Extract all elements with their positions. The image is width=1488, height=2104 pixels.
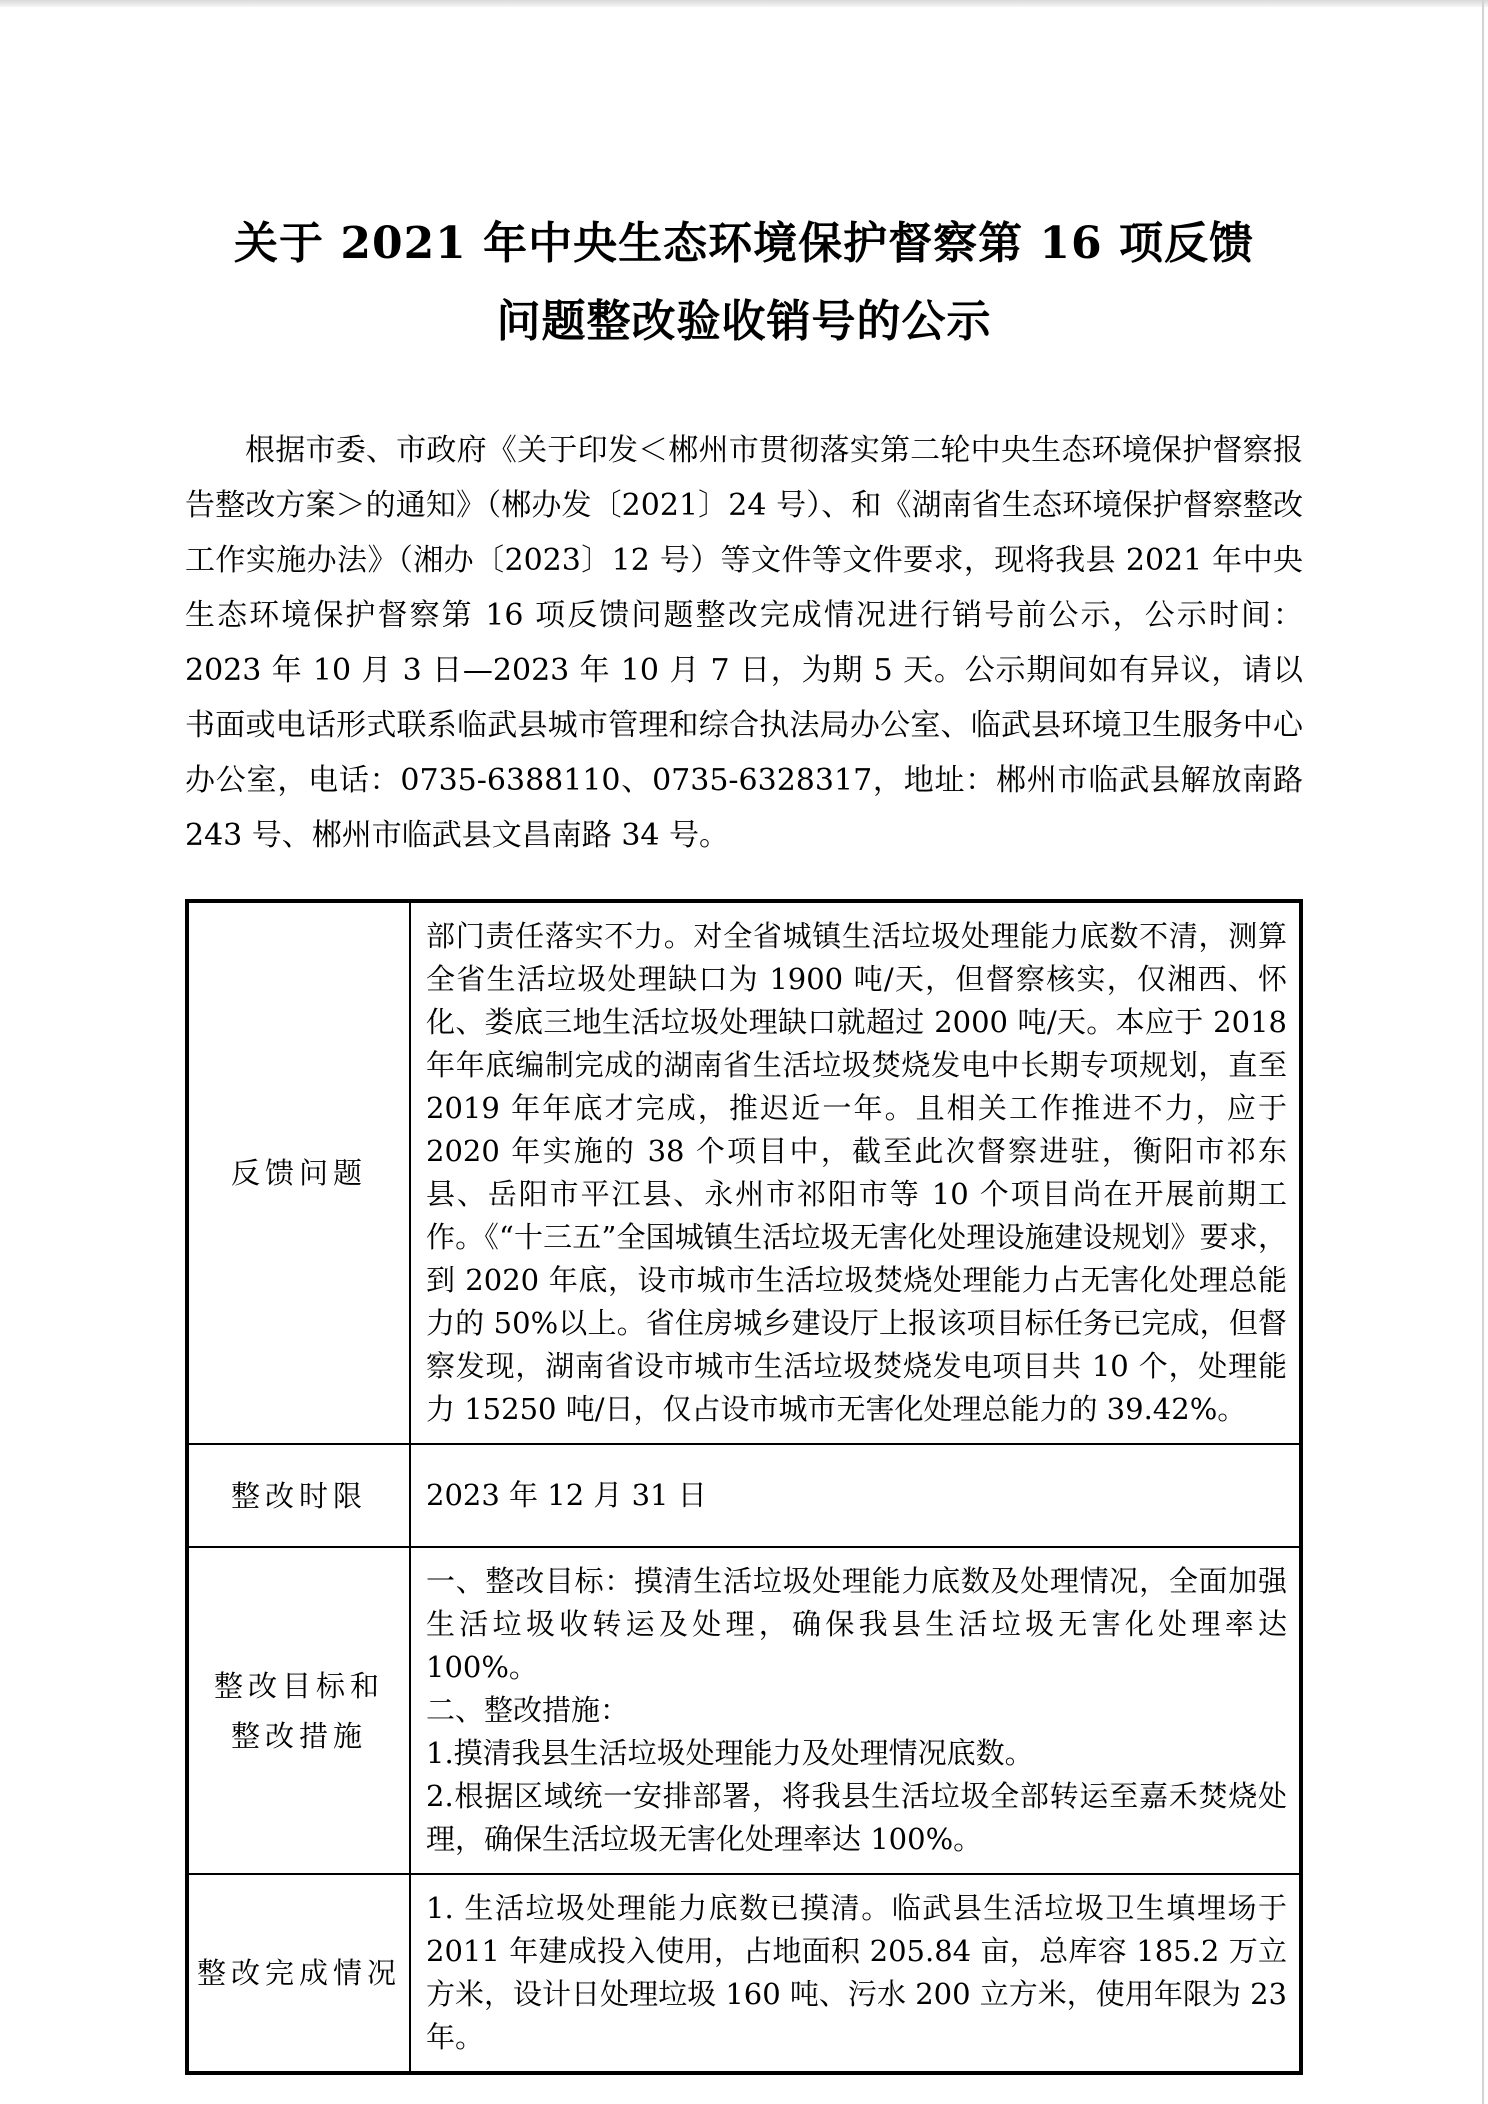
content-paragraph: 1.摸清我县生活垃圾处理能力及处理情况底数。 — [426, 1736, 1034, 1770]
document-title-line-1: 关于 2021 年中央生态环境保护督察第 16 项反馈 — [234, 218, 1254, 269]
content-paragraph: 1. 生活垃圾处理能力底数已摸清。临武县生活垃圾卫生填埋场于 2011 年建成投入使用，占地面积 205.84 亩，总库容 185.2 万立方米，设计日处理垃圾 160 吨、污水 200 立方米，使用年限为 23 年。 — [426, 1891, 1287, 2054]
row-label-line: 整改时限 — [230, 1478, 367, 1513]
content-paragraph: 部门责任落实不力。对全省城镇生活垃圾处理能力底数不清，测算全省生活垃圾处理缺口为 1900 吨/天，但督察核实，仅湘西、怀化、娄底三地生活垃圾处理缺口就超过 2000 吨/天。本应于 2018 年年底编制完成的湖南省生活垃圾焚烧发电中长期专项规划，直至 2019 年年底才完成，推迟近一年。且相关工作推进不力，应于 2020 年实施的 38 个项目中，截至此次督察进驻，衡阳市祁东县、岳阳市平江县、永州市祁阳市等 10 个项目尚在开展前期工作。《“十三五”全国城镇生活垃圾无害化处理设施建设规划》要求，到 2020 年底，设市城市生活垃圾焚烧处理能力占无害化处理总能力的 50%以上。省住房城乡建设厅上报该项目标任务已完成，但督察发现，湖南省设市城市生活垃圾焚烧发电项目共 10 个，处理能力 15250 吨/日，仅占设市城市无害化处理总能力的 39.42%。 — [426, 919, 1287, 1426]
row-label-completion-status — [189, 1875, 411, 2071]
table-row-deadline — [189, 1443, 1299, 1546]
row-label-line: 整改目标和 — [213, 1668, 384, 1703]
row-label-line: 反馈问题 — [230, 1156, 367, 1190]
intro-paragraph: 根据市委、市政府《关于印发＜郴州市贯彻落实第二轮中央生态环境保护督察报告整改方案＞的通知》（郴办发〔2021〕24 号）、和《湖南省生态环境保护督察整改工作实施办法》（湘办〔2023〕12 号）等文件等文件要求，现将我县 2021 年中央生态环境保护督察第 16 项反馈问题整改完成情况进行销号前公示，公示时间：2023 年 10 月 3 日—2023 年 10 月 7 日，为期 5 天。公示期间如有异议，请以书面或电话形式联系临武县城市管理和综合执法局办公室、临武县环境卫生服务中心办公室，电话：0735-6388110、0735-6328317，地址：郴州市临武县解放南路 243 号、郴州市临武县文昌南路 34 号。 — [185, 433, 1303, 853]
scan-edge-top — [0, 0, 1488, 7]
row-label-line: 整改措施 — [230, 1718, 367, 1753]
content-paragraph: 2023 年 12 月 31 日 — [426, 1478, 707, 1512]
row-content-deadline — [411, 1445, 1299, 1546]
row-label-goals-measures — [189, 1548, 411, 1873]
scan-edge-right — [1482, 0, 1484, 2104]
table-row-feedback-problem — [189, 903, 1299, 1443]
table-row-completion-status — [189, 1873, 1299, 2071]
row-content-completion-status — [411, 1875, 1299, 2071]
row-label-line: 整改完成情况 — [196, 1956, 401, 1990]
row-label-deadline — [189, 1445, 411, 1546]
row-content-goals-measures — [411, 1548, 1299, 1873]
content-paragraph: 二、整改措施： — [426, 1693, 630, 1727]
document-title — [185, 205, 1303, 361]
content-paragraph: 2.根据区域统一安排部署，将我县生活垃圾全部转运至嘉禾焚烧处理，确保生活垃圾无害化处理率达 100%。 — [426, 1779, 1287, 1856]
row-label-feedback-problem — [189, 903, 411, 1443]
row-content-feedback-problem — [411, 903, 1299, 1443]
content-paragraph: 一、整改目标：摸清生活垃圾处理能力底数及处理情况，全面加强生活垃圾收转运及处理，确保我县生活垃圾无害化处理率达 100%。 — [426, 1564, 1287, 1684]
document-title-line-2: 问题整改验收销号的公示 — [496, 296, 992, 347]
table-row-goals-measures — [189, 1546, 1299, 1873]
rectification-table — [185, 899, 1303, 2075]
